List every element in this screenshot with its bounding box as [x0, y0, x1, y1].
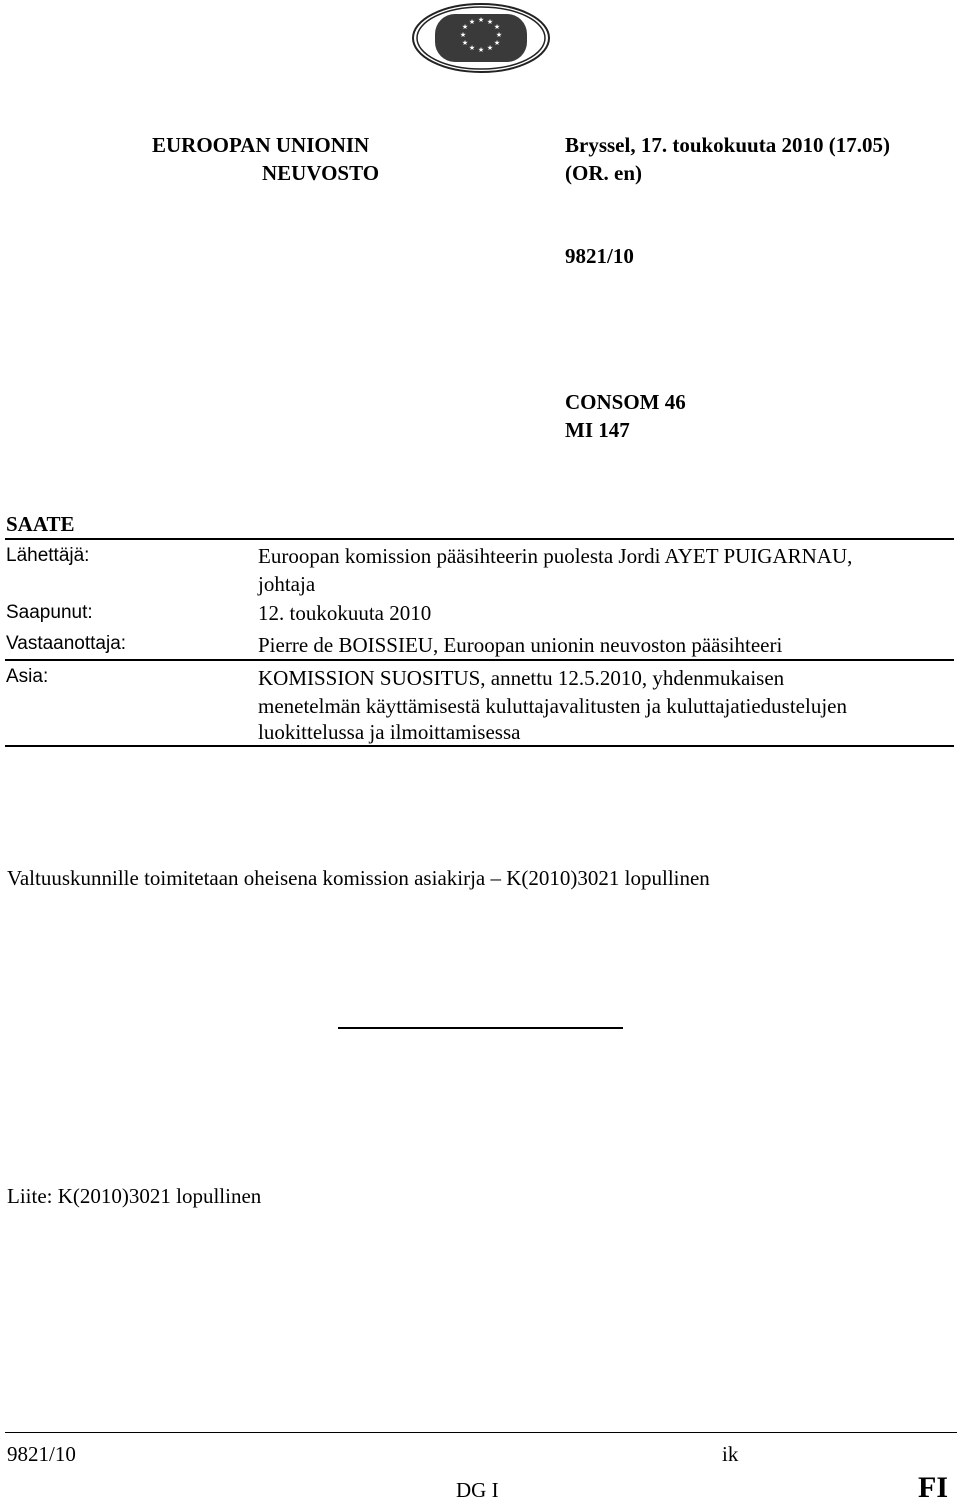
recipient-label: Vastaanottaja: [6, 633, 127, 654]
svg-text:★: ★ [477, 46, 485, 54]
annex-reference: Liite: K(2010)3021 lopullinen [7, 1184, 262, 1208]
classification-code-2: MI 147 [565, 418, 630, 442]
sender-label: Lähettäjä: [6, 545, 90, 566]
received-label: Saapunut: [6, 602, 93, 623]
separator-line [338, 1027, 623, 1029]
footer-language-code: FI [918, 1471, 948, 1504]
institution-name-line2: NEUVOSTO [262, 161, 380, 185]
divider [5, 538, 954, 540]
svg-text:★: ★ [486, 44, 494, 52]
footer-rule [5, 1432, 957, 1433]
svg-text:★: ★ [486, 18, 494, 26]
received-value: 12. toukokuuta 2010 [258, 601, 432, 625]
svg-text:★: ★ [468, 44, 476, 52]
classification-code-1: CONSOM 46 [565, 390, 686, 414]
transmittal-text: Valtuuskunnille toimitetaan oheisena komission asiakirja – K(2010)3021 lopullinen [7, 866, 710, 890]
footer-initials: ik [722, 1442, 739, 1466]
institution-name-line1: EUROOPAN UNIONIN [152, 133, 370, 157]
subject-value-line3: luokittelussa ja ilmoittamisessa [258, 720, 521, 744]
footer-document-number: 9821/10 [7, 1442, 76, 1466]
cover-note-title: SAATE [6, 512, 75, 536]
footer-directorate: DG I [456, 1478, 499, 1502]
subject-value-line2: menetelmän käyttämisestä kuluttajavalitusten ja kuluttajatiedustelujen [258, 694, 847, 718]
svg-text:★: ★ [459, 31, 467, 39]
subject-value-line1: KOMISSION SUOSITUS, annettu 12.5.2010, yhdenmukaisen [258, 666, 785, 690]
sender-value-line1: Euroopan komission pääsihteerin puolesta Jordi AYET PUIGARNAU, [258, 544, 853, 568]
svg-text:★: ★ [461, 39, 469, 47]
svg-text:★: ★ [461, 23, 469, 31]
eu-council-logo [411, 0, 551, 76]
divider [5, 659, 954, 661]
svg-text:★: ★ [495, 31, 503, 39]
svg-text:★: ★ [493, 23, 501, 31]
recipient-value: Pierre de BOISSIEU, Euroopan unionin neuvoston pääsihteeri [258, 633, 783, 657]
svg-text:★: ★ [468, 18, 476, 26]
svg-text:★: ★ [493, 39, 501, 47]
document-number: 9821/10 [565, 244, 634, 268]
subject-label: Asia: [6, 666, 49, 687]
svg-text:★: ★ [477, 16, 485, 24]
date-line: Bryssel, 17. toukokuuta 2010 (17.05) [565, 133, 890, 157]
original-language: (OR. en) [565, 161, 642, 185]
sender-value-line2: johtaja [258, 572, 316, 596]
divider [5, 745, 954, 747]
